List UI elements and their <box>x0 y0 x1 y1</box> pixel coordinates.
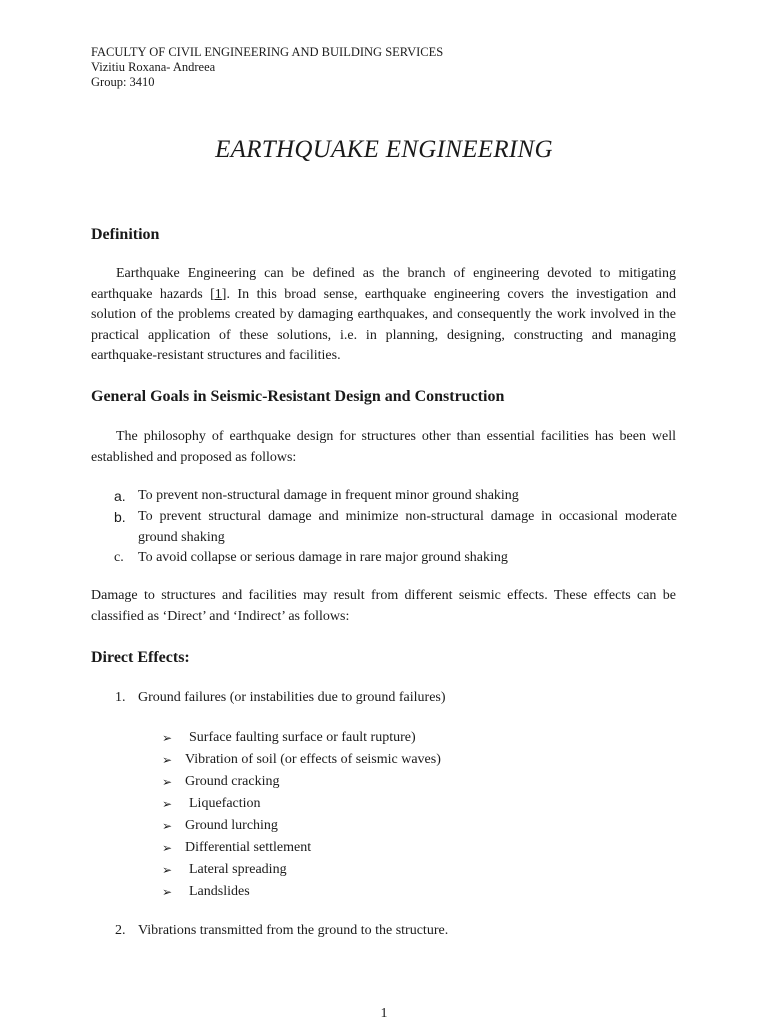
group-line: Group: 3410 <box>91 75 155 89</box>
bullet-text: Ground lurching <box>185 818 278 833</box>
bullet-text: Landslides <box>189 884 250 899</box>
definition-paragraph <box>91 264 676 367</box>
goals-intro-paragraph <box>91 427 676 468</box>
arrow-bullet-icon: ➢ <box>162 731 173 745</box>
goal-text: To prevent structural damage and minimize non-structural damage in occasional moderate ground shaking <box>138 509 677 545</box>
reference-link[interactable]: [1] <box>210 286 227 302</box>
bullet-text: Lateral spreading <box>189 862 287 877</box>
arrow-bullet-icon: ➢ <box>162 797 173 811</box>
arrow-bullet-icon: ➢ <box>162 863 173 877</box>
goal-text: To prevent non-structural damage in frequent minor ground shaking <box>138 488 519 503</box>
arrow-bullet-icon: ➢ <box>162 819 173 833</box>
goal-marker: b. <box>114 509 126 525</box>
definition-text-start: Earthquake Engineering can be defined as the branch of engineering devoted to mitigating earthquake hazards <box>91 266 676 302</box>
arrow-bullet-icon: ➢ <box>162 841 173 855</box>
goal-item-c <box>114 548 677 568</box>
goal-text: To avoid collapse or serious damage in rare major ground shaking <box>138 550 508 565</box>
page-number: 1 <box>380 1006 388 1021</box>
arrow-bullet-icon: ➢ <box>162 885 173 899</box>
bullet-text: Differential settlement <box>185 840 312 855</box>
goal-item-b <box>114 507 677 548</box>
item-number: 1. <box>115 690 126 705</box>
bullet-text: Ground cracking <box>185 774 280 789</box>
item-number: 2. <box>115 923 126 938</box>
goal-item-a <box>114 486 677 506</box>
effects-intro-paragraph: Damage to structures and facilities may result from different seismic effects. These effects can be classified as ‘Direct’ and ‘Indirect’ as follows: <box>91 588 676 624</box>
arrow-bullet-icon: ➢ <box>162 753 173 767</box>
definition-text-end: . In this broad sense, earthquake engineering covers the investigation and solution of the problems created by damaging earthquakes, and consequently the work involved in the practical application of these solutions, i.e. in planning, designing, constructing and managing earthquake-resistant structures and facilities. <box>91 286 676 363</box>
arrow-bullet-icon: ➢ <box>162 775 173 789</box>
goal-marker: a. <box>114 488 126 504</box>
author-line: Vizitiu Roxana- Andreea <box>91 60 216 74</box>
bullet-text: Surface faulting surface or fault rupture) <box>189 730 416 745</box>
faculty-line: FACULTY OF CIVIL ENGINEERING AND BUILDING SERVICES <box>91 45 444 59</box>
direct-effects-heading: Direct Effects: <box>91 649 190 666</box>
bullet-text: Liquefaction <box>189 796 261 811</box>
item-text: Ground failures (or instabilities due to ground failures) <box>138 690 446 705</box>
goals-heading: General Goals in Seismic-Resistant Design and Construction <box>91 388 505 405</box>
document-title: EARTHQUAKE ENGINEERING <box>215 136 553 163</box>
goal-marker: c. <box>114 550 124 565</box>
goals-intro-text: The philosophy of earthquake design for structures other than essential facilities has been well established and proposed as follows: <box>91 429 676 465</box>
definition-heading: Definition <box>91 226 160 243</box>
bullet-text: Vibration of soil (or effects of seismic waves) <box>185 752 441 767</box>
item-text: Vibrations transmitted from the ground to the structure. <box>138 923 449 938</box>
